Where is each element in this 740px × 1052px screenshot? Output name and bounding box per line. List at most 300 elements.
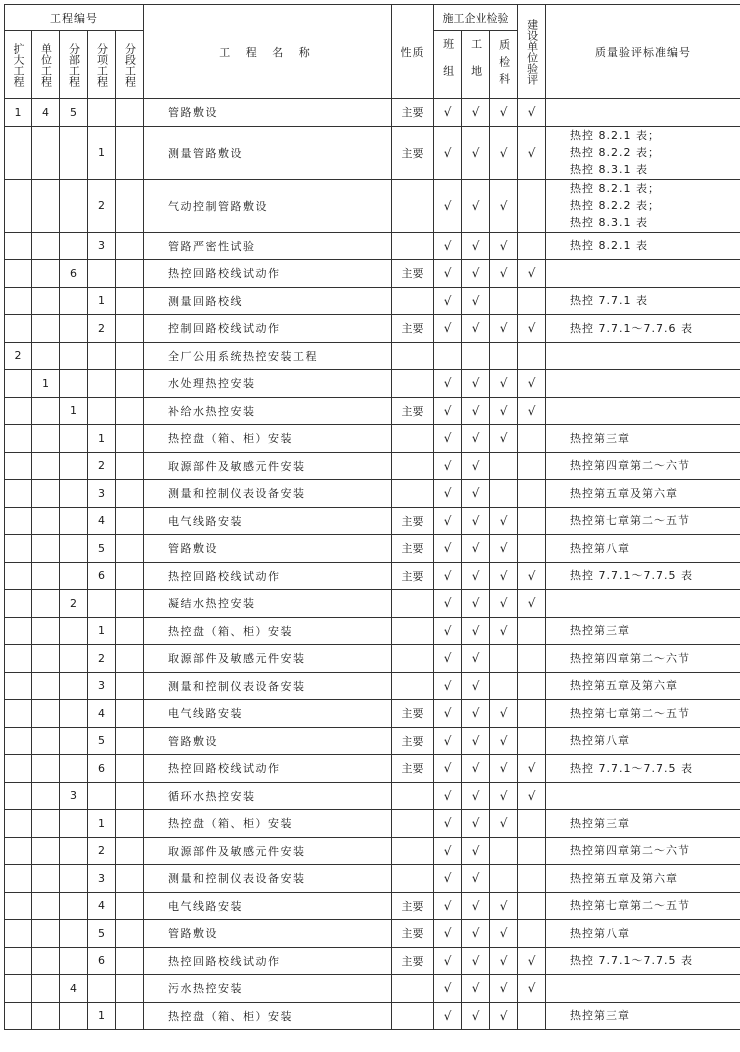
section-cell [116, 727, 144, 755]
nature-cell: 主要 [392, 99, 434, 127]
owner-check-cell [518, 480, 546, 508]
team-check-cell: √ [434, 947, 462, 975]
expand-cell [5, 755, 32, 783]
owner-check-cell [518, 645, 546, 673]
name-cell: 取源部件及敏感元件安装 [144, 837, 392, 865]
unit-cell [32, 975, 60, 1003]
name-cell: 凝结水热控安装 [144, 590, 392, 618]
sub-cell [60, 892, 88, 920]
nature-cell [392, 480, 434, 508]
item-cell: 1 [88, 425, 116, 453]
section-cell [116, 865, 144, 893]
expand-cell [5, 126, 32, 179]
owner-check-cell: √ [518, 590, 546, 618]
team-check-cell [434, 342, 462, 370]
contractor-check-header: 施工企业检验 [434, 5, 518, 31]
team-header: 班组 [434, 31, 462, 99]
table-row [5, 342, 740, 370]
section-cell [116, 342, 144, 370]
nature-cell: 主要 [392, 507, 434, 535]
nature-cell [392, 425, 434, 453]
nature-header: 性质 [392, 5, 434, 99]
section-cell [116, 507, 144, 535]
site-check-cell: √ [462, 590, 490, 618]
expand-cell [5, 590, 32, 618]
quality-check-cell: √ [490, 700, 518, 728]
team-check-cell: √ [434, 892, 462, 920]
std-cell: 热控 7.7.1～7.7.6 表 [546, 315, 740, 343]
expand-cell [5, 315, 32, 343]
item-cell: 6 [88, 755, 116, 783]
table-row [5, 126, 740, 179]
site-check-cell: √ [462, 837, 490, 865]
table-row [5, 425, 740, 453]
nature-cell [392, 865, 434, 893]
expand-cell [5, 287, 32, 315]
owner-check-cell [518, 892, 546, 920]
table-row [5, 315, 740, 343]
name-cell: 管路敷设 [144, 535, 392, 563]
owner-check-cell: √ [518, 975, 546, 1003]
expand-cell [5, 617, 32, 645]
nature-cell [392, 617, 434, 645]
unit-cell [32, 782, 60, 810]
unit-project-header: 单位工程 [32, 31, 60, 99]
sub-project-header: 分部工程 [60, 31, 88, 99]
sub-cell: 1 [60, 397, 88, 425]
sub-cell [60, 480, 88, 508]
section-cell [116, 920, 144, 948]
owner-check-cell [518, 232, 546, 260]
name-cell: 测量和控制仪表设备安装 [144, 672, 392, 700]
quality-check-cell: √ [490, 397, 518, 425]
std-cell [546, 590, 740, 618]
item-cell: 1 [88, 1002, 116, 1030]
site-check-cell: √ [462, 617, 490, 645]
quality-check-cell: √ [490, 617, 518, 645]
sub-cell [60, 920, 88, 948]
name-cell: 热控回路校线试动作 [144, 562, 392, 590]
std-cell: 热控 8.2.1 表； 热控 8.2.2 表； 热控 8.3.1 表 [546, 179, 740, 232]
site-check-cell: √ [462, 232, 490, 260]
owner-check-cell [518, 837, 546, 865]
team-check-cell: √ [434, 562, 462, 590]
sub-cell: 2 [60, 590, 88, 618]
section-cell [116, 892, 144, 920]
table-body [5, 99, 740, 1030]
nature-cell: 主要 [392, 126, 434, 179]
name-cell: 测量回路校线 [144, 287, 392, 315]
quality-check-cell [490, 452, 518, 480]
section-cell [116, 287, 144, 315]
project-code-header: 工程编号 [5, 5, 144, 31]
unit-cell [32, 179, 60, 232]
section-cell [116, 700, 144, 728]
site-check-cell: √ [462, 700, 490, 728]
unit-cell [32, 232, 60, 260]
quality-check-cell: √ [490, 755, 518, 783]
site-check-cell: √ [462, 480, 490, 508]
nature-cell: 主要 [392, 755, 434, 783]
std-cell [546, 397, 740, 425]
item-cell: 3 [88, 672, 116, 700]
unit-cell [32, 397, 60, 425]
quality-check-cell: √ [490, 562, 518, 590]
unit-cell [32, 260, 60, 288]
name-cell: 管路严密性试验 [144, 232, 392, 260]
expand-cell [5, 892, 32, 920]
name-cell: 热控盘（箱、柜）安装 [144, 1002, 392, 1030]
expand-cell [5, 727, 32, 755]
item-cell: 1 [88, 126, 116, 179]
nature-cell: 主要 [392, 397, 434, 425]
unit-cell [32, 947, 60, 975]
item-cell: 3 [88, 232, 116, 260]
site-check-cell: √ [462, 425, 490, 453]
section-cell [116, 535, 144, 563]
sub-cell [60, 617, 88, 645]
owner-check-cell: √ [518, 315, 546, 343]
quality-check-cell: √ [490, 370, 518, 398]
item-cell: 2 [88, 315, 116, 343]
site-check-cell: √ [462, 975, 490, 1003]
site-check-cell: √ [462, 645, 490, 673]
section-cell [116, 260, 144, 288]
expand-cell [5, 837, 32, 865]
name-cell: 热控盘（箱、柜）安装 [144, 617, 392, 645]
name-cell: 测量和控制仪表设备安装 [144, 480, 392, 508]
quality-check-cell: √ [490, 947, 518, 975]
expand-cell [5, 535, 32, 563]
expand-cell [5, 397, 32, 425]
section-cell [116, 810, 144, 838]
item-cell: 2 [88, 837, 116, 865]
item-project-header: 分项工程 [88, 31, 116, 99]
item-cell: 2 [88, 179, 116, 232]
unit-cell [32, 810, 60, 838]
site-check-cell: √ [462, 727, 490, 755]
owner-check-cell: √ [518, 126, 546, 179]
name-cell: 热控盘（箱、柜）安装 [144, 425, 392, 453]
sub-cell [60, 507, 88, 535]
table-row [5, 535, 740, 563]
team-check-cell: √ [434, 617, 462, 645]
team-check-cell: √ [434, 99, 462, 127]
site-check-cell: √ [462, 99, 490, 127]
std-cell: 热控 7.7.1～7.7.5 表 [546, 947, 740, 975]
sub-cell [60, 672, 88, 700]
expand-cell [5, 920, 32, 948]
owner-check-cell [518, 700, 546, 728]
quality-check-cell: √ [490, 315, 518, 343]
name-cell: 控制回路校线试动作 [144, 315, 392, 343]
owner-check-cell: √ [518, 562, 546, 590]
sub-cell [60, 370, 88, 398]
std-cell [546, 782, 740, 810]
std-cell: 热控第三章 [546, 425, 740, 453]
table-row [5, 590, 740, 618]
team-check-cell: √ [434, 1002, 462, 1030]
site-check-cell: √ [462, 452, 490, 480]
expand-cell [5, 672, 32, 700]
section-project-header: 分段工程 [116, 31, 144, 99]
quality-check-cell: √ [490, 425, 518, 453]
section-cell [116, 1002, 144, 1030]
team-check-cell: √ [434, 452, 462, 480]
sub-cell [60, 947, 88, 975]
name-cell: 管路敷设 [144, 727, 392, 755]
nature-cell: 主要 [392, 920, 434, 948]
quality-check-cell: √ [490, 782, 518, 810]
quality-check-cell: √ [490, 126, 518, 179]
std-cell: 热控第八章 [546, 920, 740, 948]
site-check-cell: √ [462, 865, 490, 893]
unit-cell [32, 480, 60, 508]
owner-check-cell: √ [518, 947, 546, 975]
item-cell [88, 975, 116, 1003]
item-cell: 1 [88, 617, 116, 645]
std-cell [546, 99, 740, 127]
name-cell: 电气线路安装 [144, 507, 392, 535]
unit-cell [32, 755, 60, 783]
name-cell: 全厂公用系统热控安装工程 [144, 342, 392, 370]
quality-check-cell [490, 287, 518, 315]
expand-cell [5, 507, 32, 535]
table-row [5, 260, 740, 288]
site-check-cell: √ [462, 1002, 490, 1030]
sub-cell [60, 645, 88, 673]
site-check-cell: √ [462, 287, 490, 315]
table-row [5, 865, 740, 893]
nature-cell: 主要 [392, 260, 434, 288]
name-cell: 热控回路校线试动作 [144, 755, 392, 783]
expand-cell [5, 1002, 32, 1030]
std-cell: 热控第四章第二～六节 [546, 645, 740, 673]
name-cell: 取源部件及敏感元件安装 [144, 645, 392, 673]
name-cell: 电气线路安装 [144, 700, 392, 728]
nature-cell: 主要 [392, 315, 434, 343]
item-cell: 4 [88, 700, 116, 728]
name-cell: 管路敷设 [144, 920, 392, 948]
nature-cell [392, 232, 434, 260]
section-cell [116, 452, 144, 480]
site-check-cell: √ [462, 892, 490, 920]
unit-cell [32, 342, 60, 370]
owner-check-cell [518, 179, 546, 232]
quality-check-cell: √ [490, 810, 518, 838]
expand-cell [5, 947, 32, 975]
expand-cell [5, 480, 32, 508]
site-check-cell: √ [462, 810, 490, 838]
site-check-cell: √ [462, 535, 490, 563]
table-row [5, 892, 740, 920]
team-check-cell: √ [434, 397, 462, 425]
item-cell: 4 [88, 507, 116, 535]
site-check-cell: √ [462, 947, 490, 975]
section-cell [116, 179, 144, 232]
owner-check-cell: √ [518, 755, 546, 783]
std-cell: 热控第五章及第六章 [546, 865, 740, 893]
team-check-cell: √ [434, 535, 462, 563]
sub-cell [60, 425, 88, 453]
quality-check-cell: √ [490, 892, 518, 920]
unit-cell [32, 562, 60, 590]
site-check-cell: √ [462, 126, 490, 179]
nature-cell [392, 837, 434, 865]
section-cell [116, 755, 144, 783]
quality-check-cell: √ [490, 1002, 518, 1030]
item-cell: 6 [88, 562, 116, 590]
nature-cell [392, 370, 434, 398]
section-cell [116, 315, 144, 343]
expand-cell [5, 865, 32, 893]
owner-check-cell [518, 810, 546, 838]
owner-check-cell [518, 342, 546, 370]
sub-cell [60, 342, 88, 370]
nature-cell [392, 672, 434, 700]
quality-check-cell [490, 480, 518, 508]
section-cell [116, 975, 144, 1003]
section-cell [116, 370, 144, 398]
name-cell: 电气线路安装 [144, 892, 392, 920]
table-row [5, 179, 740, 232]
unit-cell: 4 [32, 99, 60, 127]
unit-cell [32, 1002, 60, 1030]
expand-cell [5, 562, 32, 590]
unit-cell [32, 315, 60, 343]
name-cell: 气动控制管路敷设 [144, 179, 392, 232]
owner-check-cell [518, 865, 546, 893]
site-check-cell: √ [462, 672, 490, 700]
unit-cell: 1 [32, 370, 60, 398]
team-check-cell: √ [434, 672, 462, 700]
nature-cell: 主要 [392, 892, 434, 920]
quality-inspection-table [4, 4, 740, 1030]
section-cell [116, 562, 144, 590]
owner-check-cell [518, 535, 546, 563]
quality-check-cell: √ [490, 920, 518, 948]
table-row [5, 507, 740, 535]
std-cell: 热控第五章及第六章 [546, 480, 740, 508]
name-cell: 循环水热控安装 [144, 782, 392, 810]
item-cell [88, 782, 116, 810]
site-check-cell: √ [462, 315, 490, 343]
table-row [5, 99, 740, 127]
section-cell [116, 617, 144, 645]
quality-dept-header: 质检科 [490, 31, 518, 99]
name-cell: 热控回路校线试动作 [144, 260, 392, 288]
std-cell: 热控 7.7.1 表 [546, 287, 740, 315]
owner-check-cell: √ [518, 370, 546, 398]
nature-cell [392, 782, 434, 810]
owner-check-cell [518, 672, 546, 700]
item-cell: 1 [88, 810, 116, 838]
section-cell [116, 782, 144, 810]
item-cell: 5 [88, 920, 116, 948]
section-cell [116, 232, 144, 260]
unit-cell [32, 727, 60, 755]
unit-cell [32, 865, 60, 893]
sub-cell [60, 535, 88, 563]
expand-cell [5, 645, 32, 673]
std-cell: 热控第八章 [546, 535, 740, 563]
section-cell [116, 480, 144, 508]
sub-cell: 4 [60, 975, 88, 1003]
sub-cell [60, 452, 88, 480]
std-cell [546, 370, 740, 398]
unit-cell [32, 535, 60, 563]
team-check-cell: √ [434, 590, 462, 618]
table-row [5, 837, 740, 865]
team-check-cell: √ [434, 179, 462, 232]
table-row [5, 947, 740, 975]
nature-cell: 主要 [392, 727, 434, 755]
unit-cell [32, 590, 60, 618]
nature-cell [392, 452, 434, 480]
expand-cell [5, 260, 32, 288]
site-check-cell: √ [462, 507, 490, 535]
unit-cell [32, 645, 60, 673]
nature-cell [392, 975, 434, 1003]
nature-cell [392, 287, 434, 315]
owner-check-cell: √ [518, 99, 546, 127]
table-row [5, 672, 740, 700]
expand-cell [5, 425, 32, 453]
table-row [5, 452, 740, 480]
std-cell: 热控第三章 [546, 810, 740, 838]
item-cell: 5 [88, 535, 116, 563]
name-cell: 污水热控安装 [144, 975, 392, 1003]
item-cell: 2 [88, 452, 116, 480]
team-check-cell: √ [434, 727, 462, 755]
owner-check-cell [518, 1002, 546, 1030]
quality-check-cell: √ [490, 179, 518, 232]
team-check-cell: √ [434, 425, 462, 453]
name-cell: 热控回路校线试动作 [144, 947, 392, 975]
site-check-cell: √ [462, 370, 490, 398]
section-cell [116, 947, 144, 975]
team-check-cell: √ [434, 287, 462, 315]
item-cell [88, 397, 116, 425]
table-row [5, 370, 740, 398]
std-cell: 热控第七章第二～五节 [546, 700, 740, 728]
section-cell [116, 425, 144, 453]
owner-check-cell [518, 425, 546, 453]
unit-cell [32, 126, 60, 179]
quality-check-cell: √ [490, 507, 518, 535]
expand-cell [5, 975, 32, 1003]
std-cell: 热控第四章第二～六节 [546, 452, 740, 480]
quality-check-cell [490, 865, 518, 893]
section-cell [116, 590, 144, 618]
table-row [5, 645, 740, 673]
item-cell [88, 370, 116, 398]
quality-check-cell [490, 342, 518, 370]
team-check-cell: √ [434, 920, 462, 948]
section-cell [116, 99, 144, 127]
item-cell: 6 [88, 947, 116, 975]
site-check-cell: √ [462, 920, 490, 948]
quality-check-cell: √ [490, 99, 518, 127]
site-check-cell: √ [462, 179, 490, 232]
item-cell: 1 [88, 287, 116, 315]
team-check-cell: √ [434, 865, 462, 893]
section-cell [116, 672, 144, 700]
quality-check-cell [490, 837, 518, 865]
quality-check-cell: √ [490, 232, 518, 260]
item-cell [88, 342, 116, 370]
name-cell: 补给水热控安装 [144, 397, 392, 425]
